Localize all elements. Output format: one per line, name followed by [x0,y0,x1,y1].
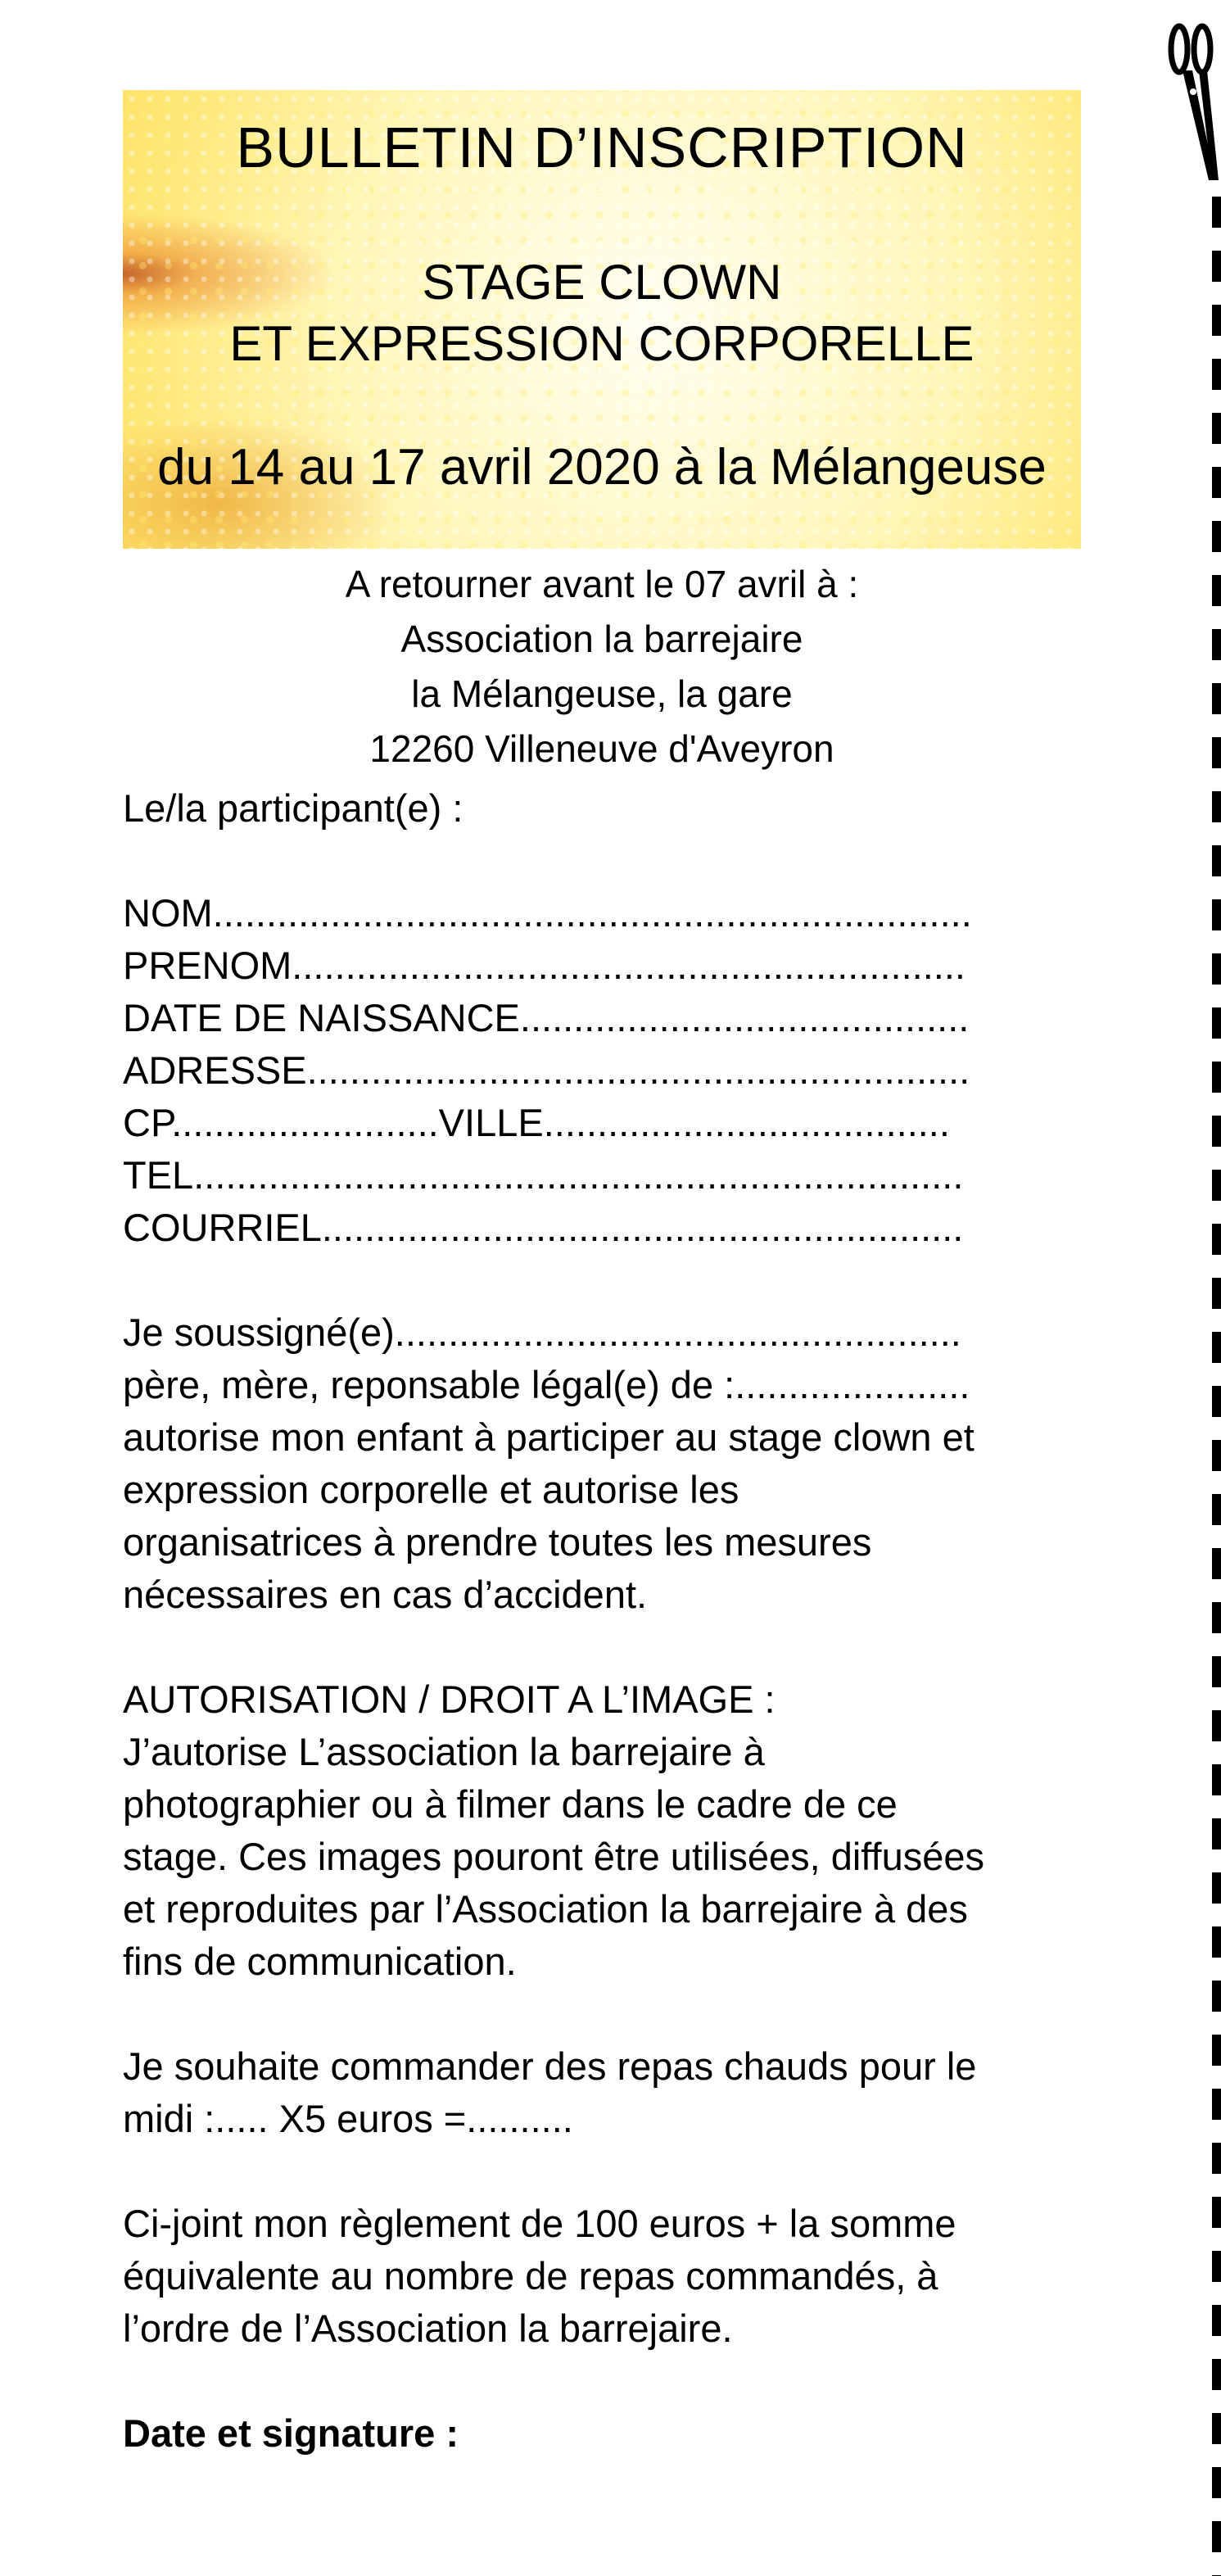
association-name: Association la barrejaire [400,618,803,660]
stage-name-line2: ET EXPRESSION CORPORELLE [229,316,975,371]
return-address [123,557,1081,776]
header-banner [123,90,1081,549]
spacer [123,1621,1097,1673]
return-deadline: A retourner avant le 07 avril à : [345,563,859,605]
spacer [123,1988,1097,2040]
prenom-field[interactable]: PRENOM............................................................... [123,944,965,987]
cp-ville-field[interactable]: CP.........................VILLE...................................... [123,1101,950,1144]
spacer [123,1254,1097,1306]
image-rights-heading: AUTORISATION / DROIT A L’IMAGE : [123,1677,776,1721]
meals-quantity-field[interactable]: midi :..... X5 euros =.......... [123,2097,573,2140]
image-rights-text: J’autorise L’association la barrejaire à [123,1730,765,1773]
image-rights-text: stage. Ces images pouront être utilisées, diffusées [123,1835,984,1878]
meals-text: Je souhaite commander des repas chauds pour le [123,2044,977,2088]
dashed-cut-line [1212,197,1221,2576]
address-street: la Mélangeuse, la gare [411,672,793,715]
stage-dates: du 14 au 17 avril 2020 à la Mélangeuse [157,439,1047,496]
nom-field[interactable]: NOM....................................................................... [123,891,972,935]
payment-text: équivalente au nombre de repas commandés, à [123,2254,938,2298]
consent-text: organisatrices à prendre toutes les mesures [123,1520,872,1564]
courriel-field[interactable]: COURRIEL............................................................ [123,1206,964,1249]
form-title: BULLETIN D’INSCRIPTION [236,115,968,179]
image-rights-text: et reproduites par l’Association la barrejaire à des [123,1887,968,1931]
consent-text: autorise mon enfant à participer au stage clown et [123,1415,975,1459]
payment-text: Ci-joint mon règlement de 100 euros + la somme [123,2202,956,2245]
image-rights-text: fins de communication. [123,1940,517,1983]
spacer [123,835,1097,887]
address-city: 12260 Villeneuve d'Aveyron [369,727,834,770]
consent-text: nécessaires en cas d’accident. [123,1573,648,1616]
consent-text: expression corporelle et autorise les [123,1468,739,1511]
tel-field[interactable]: TEL........................................................................ [123,1153,964,1197]
payment-text: l’ordre de l’Association la barrejaire. [123,2307,733,2350]
stage-name-line1: STAGE CLOWN [422,255,782,310]
image-rights-text: photographier ou à filmer dans le cadre de ce [123,1782,898,1826]
spacer [123,2145,1097,2198]
registration-form [123,782,1097,2460]
consent-guardian-field[interactable]: père, mère, reponsable légal(e) de :...................... [123,1363,970,1406]
consent-name-field[interactable]: Je soussigné(e)..................................................... [123,1311,961,1354]
spacer [123,2355,1097,2407]
scissors-icon [1161,16,1221,180]
date-naissance-field[interactable]: DATE DE NAISSANCE.......................................... [123,996,970,1039]
adresse-field[interactable]: ADRESSE.............................................................. [123,1048,970,1092]
signature-label: Date et signature : [123,2411,459,2455]
participant-heading: Le/la participant(e) : [123,786,464,830]
